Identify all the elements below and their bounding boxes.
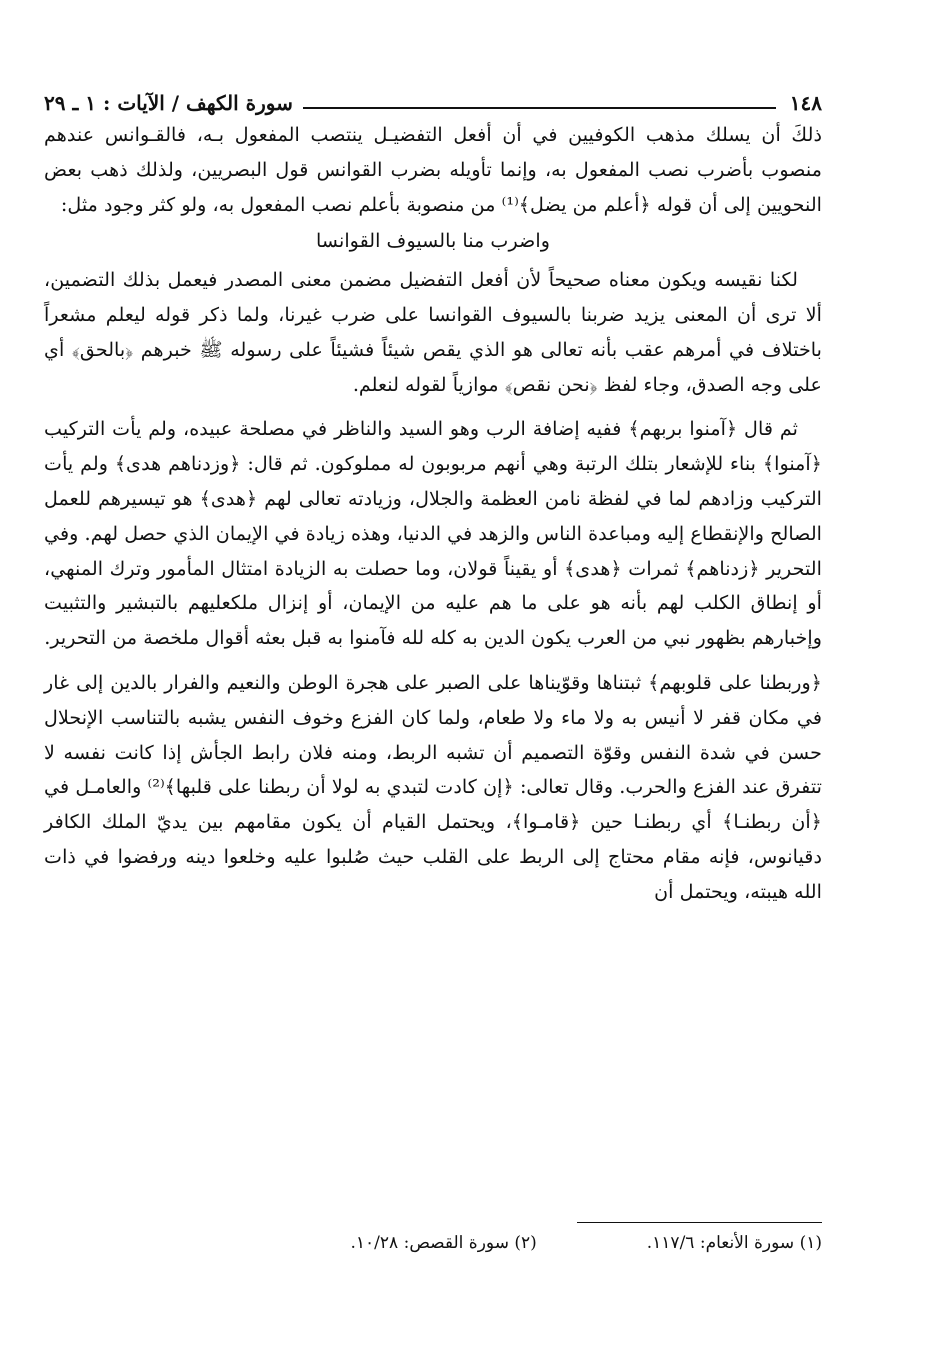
page-body	[44, 86, 822, 910]
paragraph-1: ذلكَ أن يسلك مذهب الكوفيين في أن أفعل التفضيـل ينتصب المفعول بـه، فالقـوانس عندهم منصوب بأضرب نصب المفعول به، وإنما تأويله بضرب القوانس قول البصريين، ولذلك ذهب بعض النحويين إلى أن قوله ﴿أعلم من يضل﴾⁽¹⁾ من منصوبة بأعلم نصب المفعول به، ولو كثر وجود مثل:	[44, 123, 822, 216]
footnote-2: (٢) سورة القصص: ١٠/٢٨.	[350, 1233, 537, 1253]
header-rule	[303, 107, 776, 109]
page-number: ١٤٨	[789, 91, 822, 115]
surah-title: سورة الكهف / الآيات : ١ ـ ٢٩	[44, 91, 293, 115]
main-text	[44, 118, 822, 910]
paragraph-4: ﴿وربطنا على قلوبهم﴾ ثبتناها وقوّيناها على الصبر على هجرة الوطن والنعيم والفرار بالدين إلى غار في مكان قفر لا أنيس به ولا ماء ولا طعام، ولما كان الفزع وخوف النفس يشبه بالتناسب الإنحلال حسن في شدة النفس وقوّة التصميم أن تشبه الربط، ومنه فلان رابط الجأش إذا كانت نفسه لا تتفرق عند الفزع والحرب. وقال تعالى: ﴿إن كادت لتبدي به لولا أن ربطنا على قلبها﴾⁽²⁾ والعامـل في ﴿أن ربطنـا﴾ أي ربطنـا حين ﴿قامـوا﴾، ويحتمل القيام أن يكون مقامهم بين يديّ الملك الكافر دقيانوس، فإنه مقام محتاج إلى الربط على القلب حيث صُلبوا عليه وخلعوا دينه ورفضوا في ذات الله هيبته، ويحتمل أن	[44, 670, 822, 903]
footnotes	[44, 1222, 822, 1253]
footnote-rule	[577, 1222, 822, 1223]
footnote-1: (١) سورة الأنعام: ١١٧/٦.	[646, 1233, 822, 1253]
paragraph-2: لكنا نقيسه ويكون معناه صحيحاً لأن أفعل التفضيل مضمن معنى المصدر فيعمل بذلك التضمين، ألا ترى أن المعنى يزيد ضربنا بالسيوف القوانسا على ضرب غيرنا، ولما ذكر قوله ليعلم مشعراً باختلاف في أمرهم عقب بأنه تعالى هو الذي يقص شيئاً فشيئاً على رسوله ﷺ خبرهم ﴿بالحق﴾ أي على وجه الصدق، وجاء لفظ ﴿نحن نقص﴾ موازياً لقوله لنعلم.	[44, 268, 822, 396]
footnote-row	[44, 1233, 822, 1253]
running-header	[44, 86, 822, 118]
paragraph-3: ثم قال ﴿آمنوا بربهم﴾ ففيه إضافة الرب وهو السيد والناظر في مصلحة عبيده، ولم يأت التركيب ﴿آمنوا﴾ بناء للإشعار بتلك الرتبة وهي أنهم مربوبون له مملوكون. ثم قال: ﴿وزدناهم هدى﴾ ولم يأت التركيب وزادهم لما في لفظة نامن العظمة والجلال، وزيادته تعالى لهم ﴿هدى﴾ هو تيسيرهم للعمل الصالح والإنقطاع إليه ومباعدة الناس والزهد في الدنيا، وهذه زيادة في الإيمان الذي حصل لهم. وفي التحرير ﴿زدناهم﴾ ثمرات ﴿هدى﴾ أو يقيناً قولان، وما حصلت به الزيادة امتثال المأمور وترك المنهي، أو إنطاق الكلب لهم بأنه هو على ما هم عليه من الإيمان، أو إنزال ملكعليهم بالتبشير والتثبيت وإخبارهم بظهور نبي من العرب يكون الدين به كله لله فآمنوا به قبل بعثه أقوال ملخصة من التحرير.	[44, 417, 822, 650]
verse-line: واضرب منا بالسيوف القوانسا	[316, 229, 550, 253]
